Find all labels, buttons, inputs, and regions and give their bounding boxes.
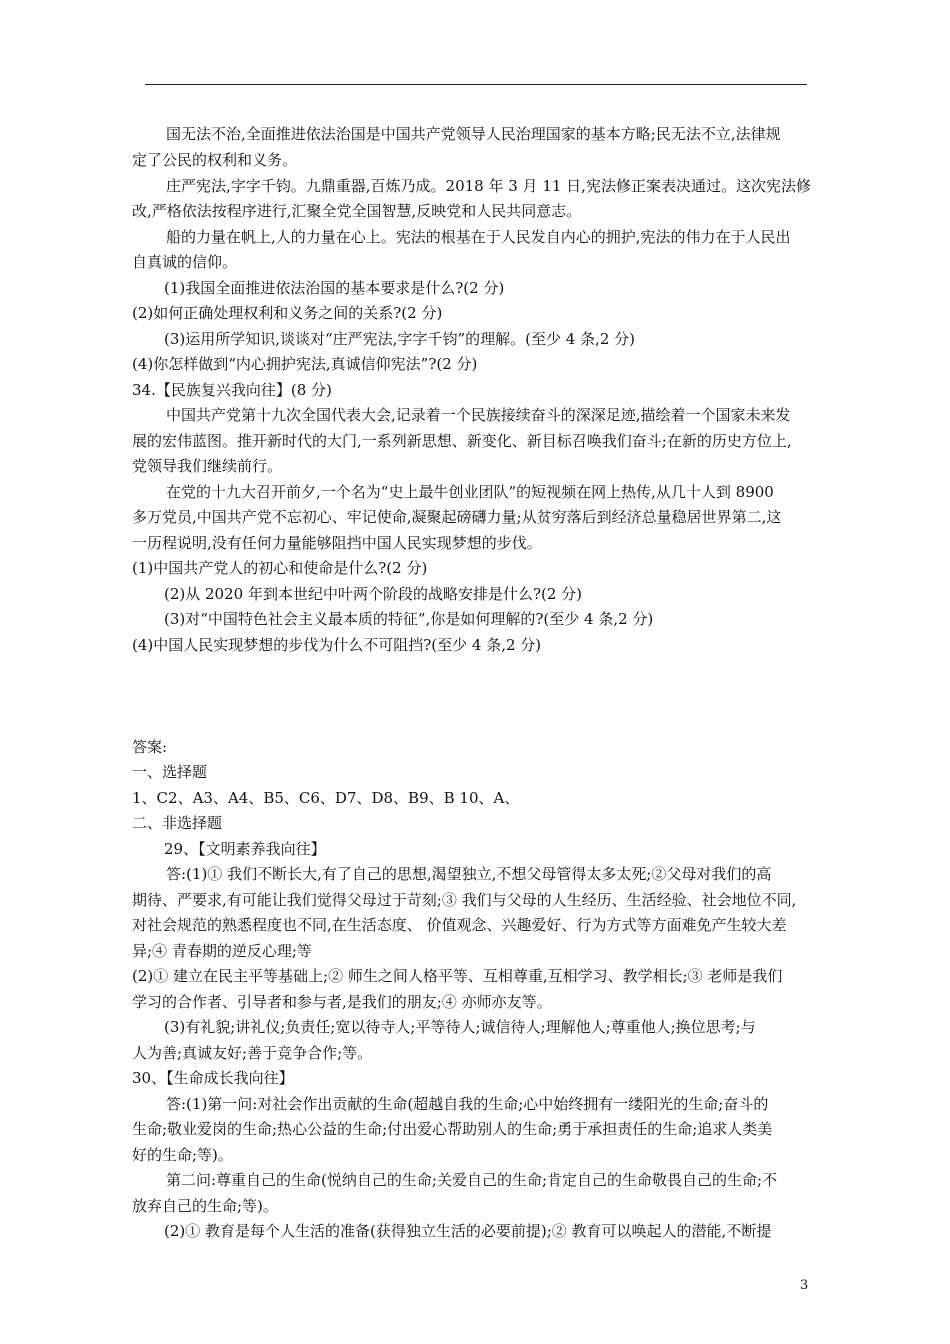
- answer-heading: 答案:: [132, 738, 168, 756]
- paragraph-line: 期待、严要求,有可能让我们觉得父母过于苛刻;③ 我们与父母的人生经历、生活经验、社会地位不同,: [132, 891, 797, 909]
- paragraph-line: 好的生命;等)。: [132, 1146, 233, 1164]
- paragraph-line: 答:(1)① 我们不断长大,有了自己的思想,渴望独立,不想父母管得太多太死;②父母对我们的高: [166, 865, 772, 883]
- paragraph-line: 对社会规范的熟悉程度也不同,在生活态度、 价值观念、兴趣爱好、行为方式等方面难免产生较大差: [132, 916, 787, 934]
- paragraph-line: 船的力量在帆上,人的力量在心上。宪法的根基在于人民发自内心的拥护,宪法的伟力在于人民出: [166, 228, 791, 246]
- paragraph-line: 多万党员,中国共产党不忘初心、牢记使命,凝聚起磅礴力量;从贫穷落后到经济总量稳居世界第二,这: [132, 508, 782, 526]
- paragraph-line: (2)① 建立在民主平等基础上;② 师生之间人格平等、互相尊重,互相学习、教学相长;③ 老师是我们: [132, 967, 783, 985]
- paragraph-line: 国无法不治,全面推进依法治国是中国共产党领导人民治理国家的基本方略;民无法不立,法律规: [166, 125, 781, 143]
- question-item: (2)如何正确处理权利和义务之间的关系?(2 分): [132, 304, 443, 322]
- question-item: (1)中国共产党人的初心和使命是什么?(2 分): [132, 559, 428, 577]
- paragraph-line: 人为善;真诚友好;善于竞争合作;等。: [132, 1044, 373, 1062]
- paragraph-line: 答:(1)第一问:对社会作出贡献的生命(超越自我的生命;心中始终拥有一缕阳光的生命;奋斗的: [166, 1095, 769, 1113]
- paragraph-line: 生命;敬业爱岗的生命;热心公益的生命;付出爱心帮助别人的生命;勇于承担责任的生命;追求人类美: [132, 1120, 773, 1138]
- question-item: (4)你怎样做到“内心拥护宪法,真诚信仰宪法”?(2 分): [132, 355, 478, 373]
- paragraph-line: 党领导我们继续前行。: [132, 457, 283, 475]
- question-item: (2)从 2020 年到本世纪中叶两个阶段的战略安排是什么?(2 分): [164, 585, 583, 603]
- paragraph-line: 自真诚的信仰。: [132, 253, 238, 271]
- paragraph-line: 在党的十九大召开前夕,一个名为“史上最牛创业团队”的短视频在网上热传,从几十人到 8900: [166, 483, 774, 501]
- question-item: (4)中国人民实现梦想的步伐为什么不可阻挡?(至少 4 条,2 分): [132, 636, 542, 654]
- paragraph-line: 庄严宪法,字字千钧。九鼎重器,百炼乃成。2018 年 3 月 11 日,宪法修正案表决通过。这次宪法修: [166, 177, 811, 195]
- page-number: 3: [800, 1278, 809, 1293]
- question-item: (3)对“中国特色社会主义最本质的特征”,你是如何理解的?(至少 4 条,2 分): [164, 610, 654, 628]
- paragraph-line: 改,严格依法按程序进行,汇聚全党全国智慧,反映党和人民共同意志。: [132, 202, 582, 220]
- section-heading: 30、【生命成长我向往】: [132, 1069, 294, 1087]
- paragraph-line: 异;④ 青春期的逆反心理;等: [132, 942, 312, 960]
- paragraph-line: 放弃自己的生命;等)。: [132, 1197, 278, 1215]
- paragraph-line: 定了公民的权利和义务。: [132, 151, 298, 169]
- paragraph-line: 第二问:尊重自己的生命(悦纳自己的生命;关爱自己的生命;肯定自己的生命敬畏自己的生命;不: [166, 1171, 778, 1189]
- paragraph-line: (3)有礼貌;讲礼仪;负责任;宽以待寺人;平等待人;诚信待人;理解他人;尊重他人;换位思考;与: [164, 1018, 756, 1036]
- header-rule: [145, 84, 807, 85]
- paragraph-line: 学习的合作者、引导者和参与者,是我们的朋友;④ 亦师亦友等。: [132, 993, 552, 1011]
- section-heading: 34.【民族复兴我向往】(8 分): [132, 381, 332, 399]
- answer-key-line: 1、C2、A3、A4、B5、C6、D7、D8、B9、B 10、A、: [132, 789, 520, 807]
- paragraph-line: (2)① 教育是每个人生活的准备(获得独立生活的必要前提);② 教育可以唤起人的潜能,不断提: [164, 1222, 772, 1240]
- question-item: (3)运用所学知识,谈谈对“庄严宪法,字字千钧”的理解。(至少 4 条,2 分): [164, 330, 635, 348]
- section-heading: 一、选择题: [132, 763, 208, 781]
- paragraph-line: 中国共产党第十九次全国代表大会,记录着一个民族接续奋斗的深深足迹,描绘着一个国家未来发: [166, 406, 791, 424]
- section-heading: 二、非选择题: [132, 814, 223, 832]
- section-heading: 29、【文明素养我向往】: [164, 840, 326, 858]
- paragraph-line: 一历程说明,没有任何力量能够阻挡中国人民实现梦想的步伐。: [132, 534, 542, 552]
- paragraph-line: 展的宏伟蓝图。推开新时代的大门,一系列新思想、新变化、新目标召唤我们奋斗;在新的历史方位上,: [132, 432, 792, 450]
- question-item: (1)我国全面推进依法治国的基本要求是什么?(2 分): [164, 279, 505, 297]
